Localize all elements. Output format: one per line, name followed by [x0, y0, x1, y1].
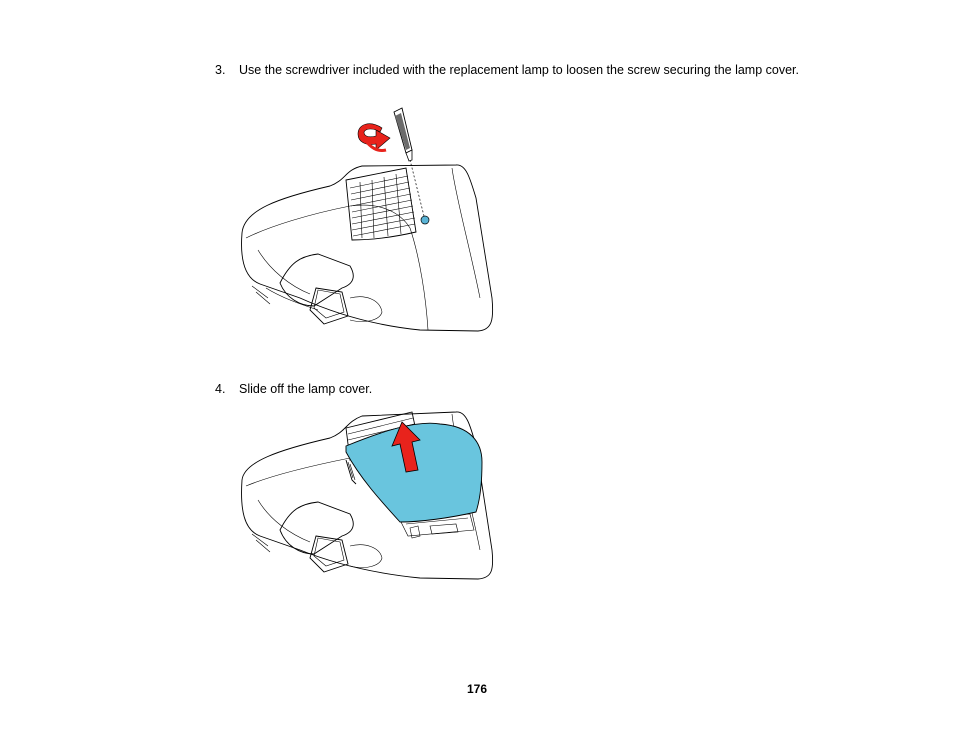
screwdriver-icon	[394, 108, 412, 161]
vent-grille	[346, 168, 416, 240]
step-number: 4.	[215, 382, 226, 396]
illustration-slide-cover	[230, 400, 510, 585]
step-3	[215, 62, 815, 96]
step-text: Slide off the lamp cover.	[239, 382, 373, 396]
step-4	[215, 381, 815, 399]
lens-housing	[280, 254, 353, 306]
step-text: Use the screwdriver included with the replacement lamp to loosen the screw securing the lamp cover.	[239, 63, 799, 77]
lens-housing	[280, 502, 353, 554]
projector-body	[242, 165, 493, 331]
page-number: 176	[466, 682, 488, 696]
screw	[421, 216, 429, 224]
step-number: 3.	[215, 63, 226, 77]
rotate-arrow-icon	[358, 124, 390, 151]
illustration-loosen-screw	[230, 98, 510, 338]
